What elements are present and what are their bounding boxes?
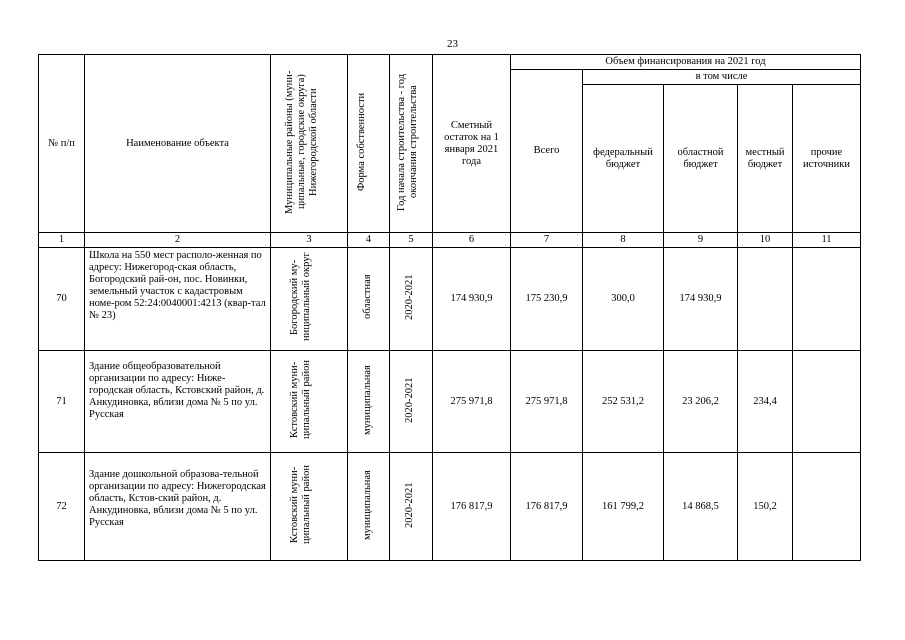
table-row <box>39 351 861 453</box>
row-total: 176 817,9 <box>511 453 583 561</box>
row-local: 234,4 <box>738 351 793 453</box>
column-index: 7 <box>511 233 583 248</box>
row-district: Кстовский муни-ципальный район <box>271 453 348 561</box>
header-district: Муниципальные районы (муни-ципальные, городские округа) Нижегородской области <box>271 55 348 233</box>
column-index: 2 <box>85 233 271 248</box>
header-other: прочие источники <box>793 85 861 233</box>
row-ownership: муниципальная <box>348 453 390 561</box>
column-index-row <box>39 233 861 248</box>
row-num: 71 <box>39 351 85 453</box>
row-total: 275 971,8 <box>511 351 583 453</box>
row-regional: 23 206,2 <box>664 351 738 453</box>
row-estimated: 176 817,9 <box>433 453 511 561</box>
row-local <box>738 248 793 351</box>
row-regional: 14 868,5 <box>664 453 738 561</box>
row-federal: 300,0 <box>583 248 664 351</box>
header-regional: областной бюджет <box>664 85 738 233</box>
table-row <box>39 248 861 351</box>
header-federal: федеральный бюджет <box>583 85 664 233</box>
row-object-name: Школа на 550 мест располо-женная по адресу: Нижегород-ская область, Богородский рай-он, пос. Новинки, земельный участок с кадастровым номе-ром 52:24:0040001:4213 (квар-тал № 23) <box>85 248 271 351</box>
row-total: 175 230,9 <box>511 248 583 351</box>
row-other <box>793 248 861 351</box>
row-district: Богородский му-ниципальный округ <box>271 248 348 351</box>
row-federal: 252 531,2 <box>583 351 664 453</box>
row-regional: 174 930,9 <box>664 248 738 351</box>
column-index: 3 <box>271 233 348 248</box>
header-total: Всего <box>511 70 583 233</box>
header-ownership: Форма собственности <box>348 55 390 233</box>
row-years: 2020-2021 <box>390 351 433 453</box>
row-years: 2020-2021 <box>390 453 433 561</box>
header-local: местный бюджет <box>738 85 793 233</box>
header-funding: Объем финансирования на 2021 год <box>511 55 861 70</box>
table-row <box>39 453 861 561</box>
header-num: № п/п <box>39 55 85 233</box>
row-federal: 161 799,2 <box>583 453 664 561</box>
row-object-name: Здание дошкольной образова-тельной организации по адресу: Нижегородская область, Кстов-ский район, д. Анкудиновка, вблизи дома № 5 по ул. Русская <box>85 453 271 561</box>
page-number: 23 <box>447 38 458 50</box>
column-index: 6 <box>433 233 511 248</box>
row-ownership: областная <box>348 248 390 351</box>
financing-table <box>38 54 861 561</box>
row-num: 72 <box>39 453 85 561</box>
column-index: 10 <box>738 233 793 248</box>
row-object-name: Здание общеобразовательной организации по адресу: Ниже-городская область, Кстовский район, д. Анкудиновка, вблизи дома № 5 по ул. Русская <box>85 351 271 453</box>
column-index: 1 <box>39 233 85 248</box>
row-local: 150,2 <box>738 453 793 561</box>
column-index: 11 <box>793 233 861 248</box>
header-years: Год начала строительства - год окончания строительства <box>390 55 433 233</box>
row-estimated: 174 930,9 <box>433 248 511 351</box>
row-num: 70 <box>39 248 85 351</box>
column-index: 8 <box>583 233 664 248</box>
row-other <box>793 453 861 561</box>
header-estimated: Сметный остаток на 1 января 2021 года <box>433 55 511 233</box>
row-other <box>793 351 861 453</box>
row-estimated: 275 971,8 <box>433 351 511 453</box>
row-ownership: муниципальная <box>348 351 390 453</box>
header-name: Наименование объекта <box>85 55 271 233</box>
row-district: Кстовский муни-ципальный район <box>271 351 348 453</box>
row-years: 2020-2021 <box>390 248 433 351</box>
column-index: 9 <box>664 233 738 248</box>
header-including: в том числе <box>583 70 861 85</box>
column-index: 4 <box>348 233 390 248</box>
column-index: 5 <box>390 233 433 248</box>
